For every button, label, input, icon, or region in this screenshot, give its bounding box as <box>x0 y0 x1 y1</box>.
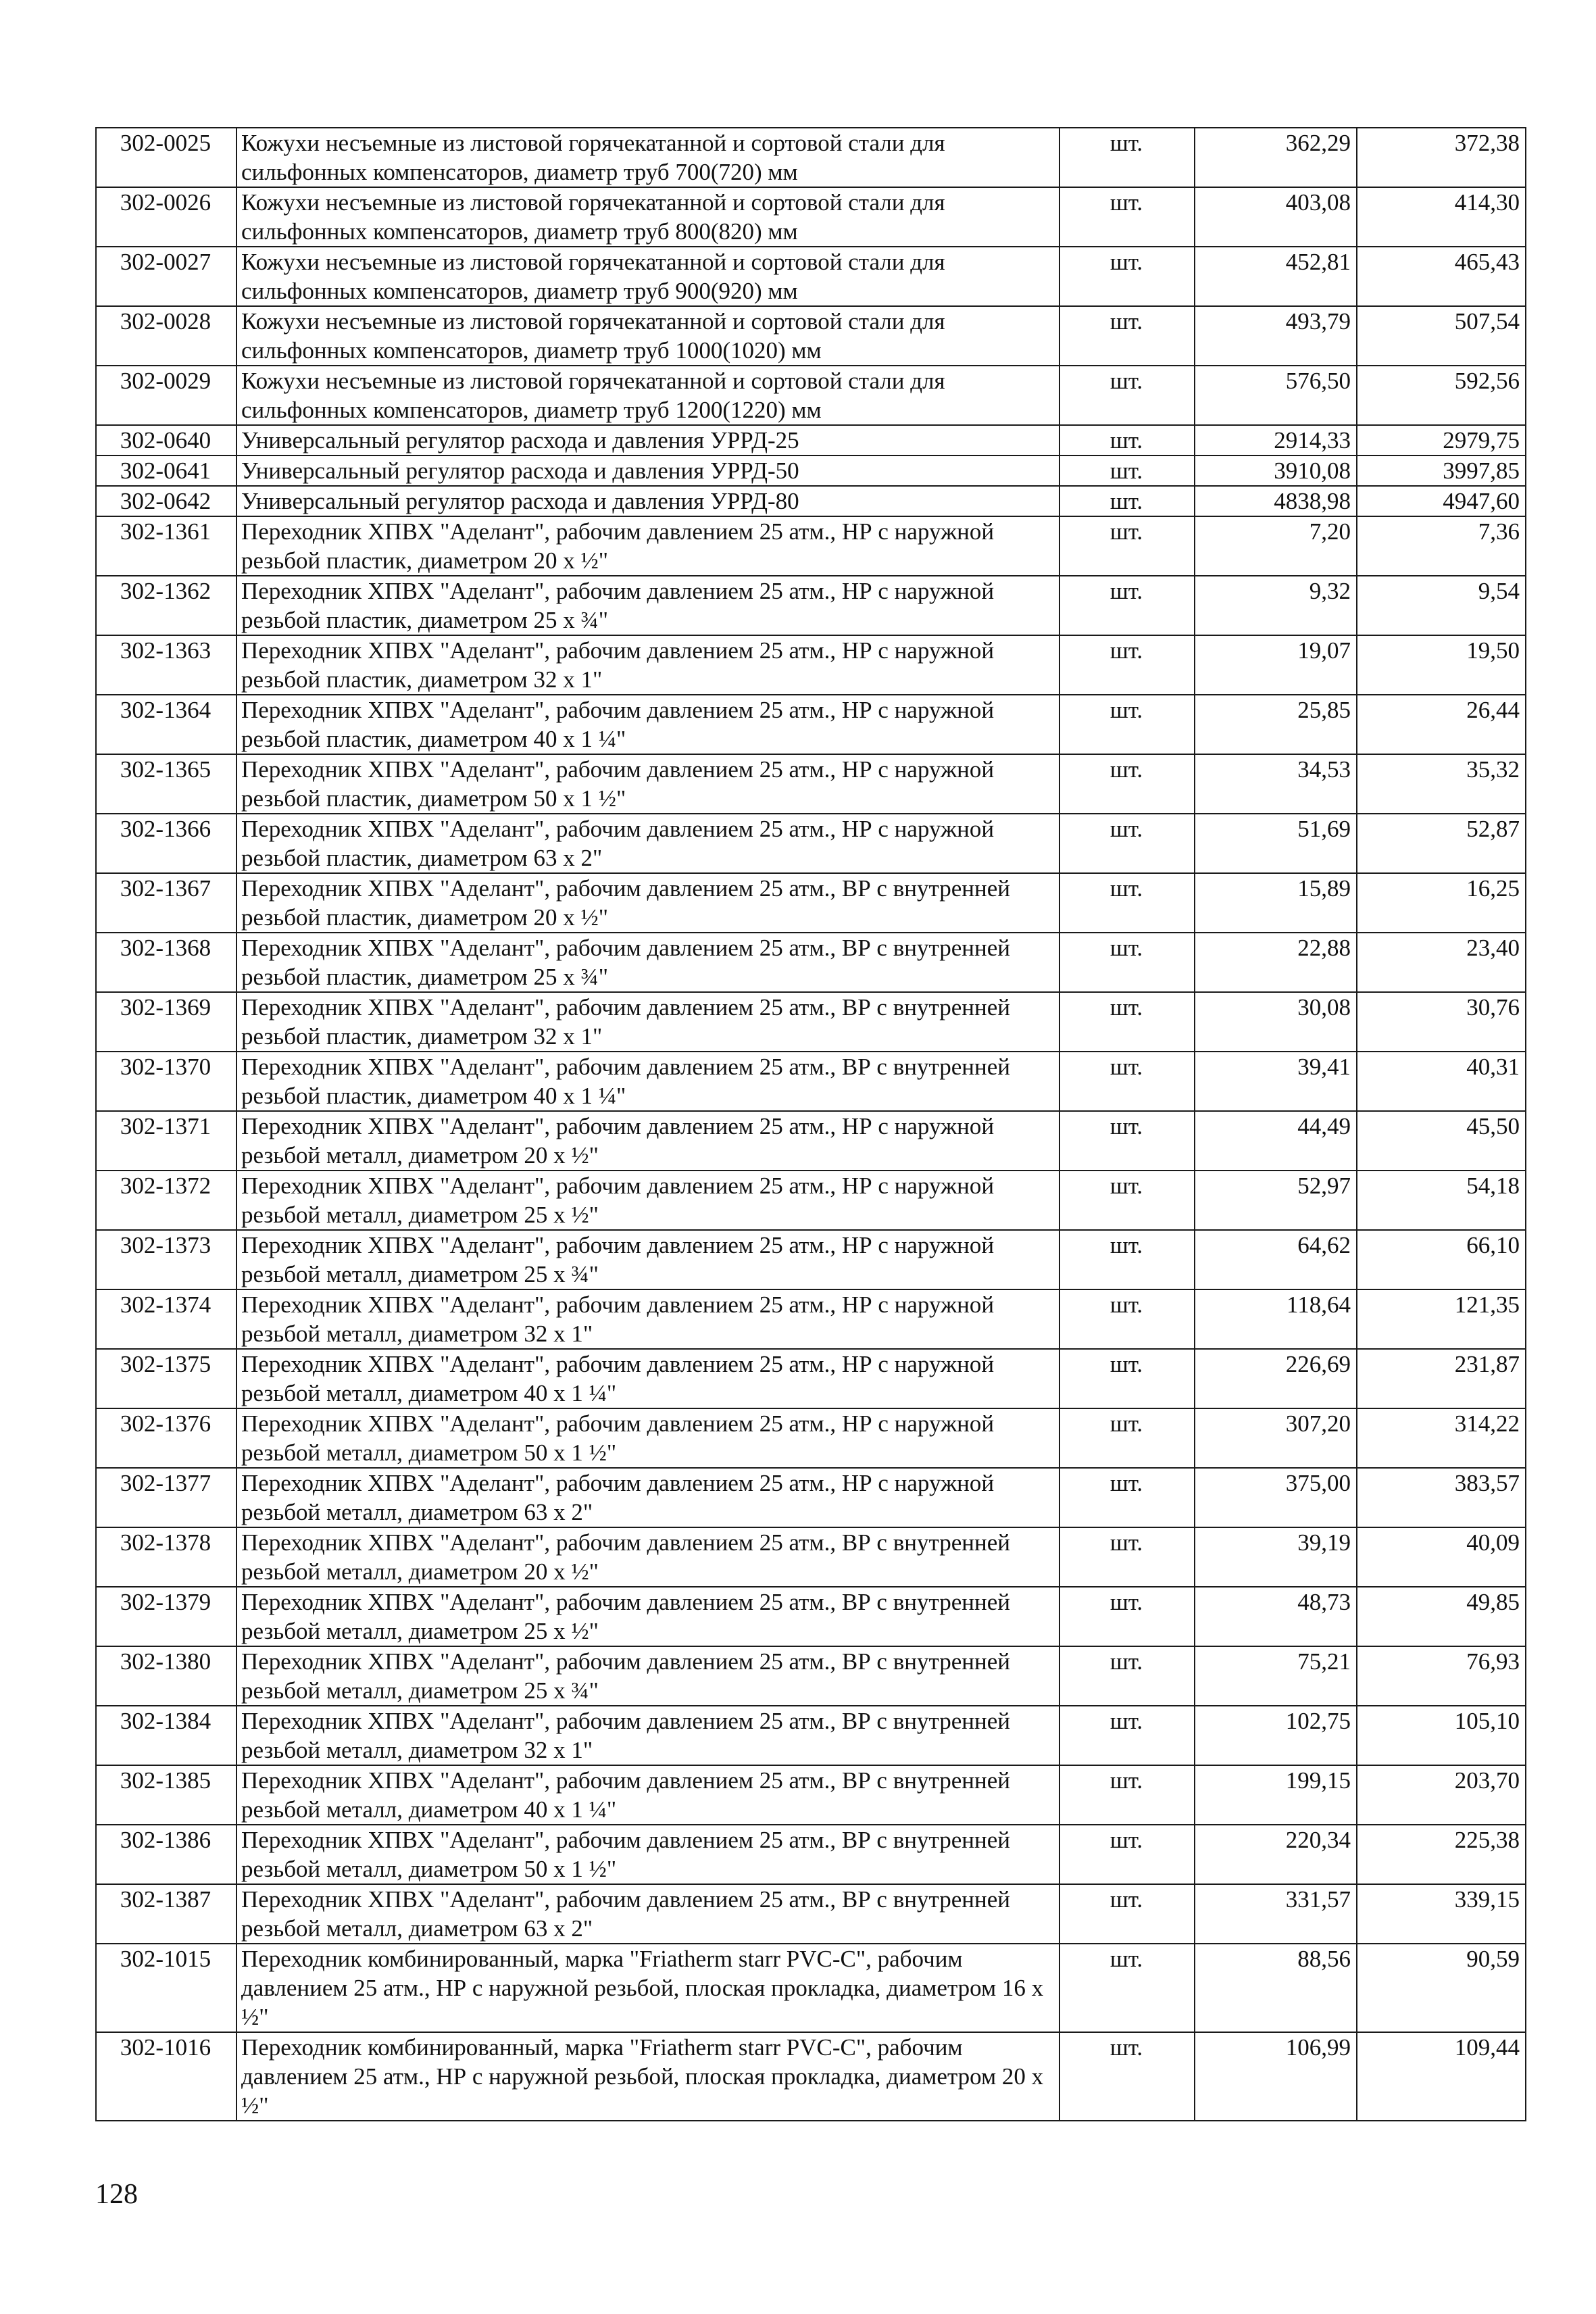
item-code: 302-0027 <box>96 247 236 306</box>
item-code: 302-1016 <box>96 2032 236 2121</box>
item-price-1: 75,21 <box>1195 1646 1357 1706</box>
item-price-1: 452,81 <box>1195 247 1357 306</box>
price-table <box>95 127 1526 2121</box>
item-unit: шт. <box>1059 754 1195 814</box>
item-unit: шт. <box>1059 306 1195 366</box>
item-price-2: 45,50 <box>1357 1111 1526 1171</box>
item-code: 302-1363 <box>96 635 236 695</box>
item-code: 302-1367 <box>96 873 236 933</box>
item-price-2: 52,87 <box>1357 814 1526 873</box>
item-price-2: 7,36 <box>1357 516 1526 576</box>
item-description: Универсальный регулятор расхода и давления УРРД-25 <box>236 425 1059 456</box>
item-description: Переходник ХПВХ "Аделант", рабочим давлением 25 атм., НР с наружной резьбой пластик, диаметром 20 х ½" <box>236 516 1059 576</box>
item-unit: шт. <box>1059 635 1195 695</box>
item-price-1: 403,08 <box>1195 187 1357 247</box>
item-code: 302-1369 <box>96 992 236 1052</box>
item-description: Переходник ХПВХ "Аделант", рабочим давлением 25 атм., ВР с внутренней резьбой пластик, диаметром 25 х ¾" <box>236 933 1059 992</box>
item-price-1: 88,56 <box>1195 1944 1357 2032</box>
item-price-1: 307,20 <box>1195 1408 1357 1468</box>
item-description: Переходник ХПВХ "Аделант", рабочим давлением 25 атм., НР с наружной резьбой металл, диаметром 40 х 1 ¼" <box>236 1349 1059 1408</box>
table-row <box>96 516 1526 576</box>
item-price-2: 3997,85 <box>1357 456 1526 486</box>
item-code: 302-1364 <box>96 695 236 754</box>
item-price-2: 19,50 <box>1357 635 1526 695</box>
item-price-1: 2914,33 <box>1195 425 1357 456</box>
item-code: 302-1361 <box>96 516 236 576</box>
item-price-2: 90,59 <box>1357 1944 1526 2032</box>
item-code: 302-1376 <box>96 1408 236 1468</box>
table-row <box>96 635 1526 695</box>
item-description: Переходник ХПВХ "Аделант", рабочим давлением 25 атм., ВР с внутренней резьбой металл, диаметром 50 х 1 ½" <box>236 1825 1059 1884</box>
item-price-2: 23,40 <box>1357 933 1526 992</box>
item-description: Переходник ХПВХ "Аделант", рабочим давлением 25 атм., ВР с внутренней резьбой металл, диаметром 40 х 1 ¼" <box>236 1765 1059 1825</box>
item-unit: шт. <box>1059 486 1195 516</box>
item-code: 302-1366 <box>96 814 236 873</box>
item-price-2: 121,35 <box>1357 1289 1526 1349</box>
item-code: 302-0026 <box>96 187 236 247</box>
item-description: Переходник ХПВХ "Аделант", рабочим давлением 25 атм., НР с наружной резьбой металл, диаметром 25 х ½" <box>236 1171 1059 1230</box>
item-unit: шт. <box>1059 1527 1195 1587</box>
item-unit: шт. <box>1059 576 1195 635</box>
item-price-2: 40,31 <box>1357 1052 1526 1111</box>
item-code: 302-1365 <box>96 754 236 814</box>
item-price-1: 22,88 <box>1195 933 1357 992</box>
item-code: 302-1378 <box>96 1527 236 1587</box>
item-code: 302-0640 <box>96 425 236 456</box>
table-row <box>96 456 1526 486</box>
item-price-2: 592,56 <box>1357 366 1526 425</box>
item-code: 302-1380 <box>96 1646 236 1706</box>
table-row <box>96 486 1526 516</box>
item-description: Переходник комбинированный, марка "Friatherm starr PVC-C", рабочим давлением 25 атм., НР с наружной резьбой, плоская прокладка, диаметром 20 х ½" <box>236 2032 1059 2121</box>
item-unit: шт. <box>1059 1884 1195 1944</box>
table-row <box>96 1052 1526 1111</box>
item-price-2: 231,87 <box>1357 1349 1526 1408</box>
item-price-1: 7,20 <box>1195 516 1357 576</box>
item-description: Переходник ХПВХ "Аделант", рабочим давлением 25 атм., ВР с внутренней резьбой металл, диаметром 20 х ½" <box>236 1527 1059 1587</box>
item-unit: шт. <box>1059 814 1195 873</box>
item-unit: шт. <box>1059 425 1195 456</box>
table-row <box>96 128 1526 187</box>
item-unit: шт. <box>1059 1408 1195 1468</box>
item-unit: шт. <box>1059 933 1195 992</box>
item-code: 302-0642 <box>96 486 236 516</box>
table-row <box>96 306 1526 366</box>
item-price-1: 44,49 <box>1195 1111 1357 1171</box>
item-description: Переходник ХПВХ "Аделант", рабочим давлением 25 атм., ВР с внутренней резьбой металл, диаметром 63 х 2" <box>236 1884 1059 1944</box>
page-number: 128 <box>95 2179 138 2210</box>
table-row <box>96 1171 1526 1230</box>
table-row <box>96 1646 1526 1706</box>
item-code: 302-1387 <box>96 1884 236 1944</box>
item-code: 302-1384 <box>96 1706 236 1765</box>
table-row <box>96 1349 1526 1408</box>
item-code: 302-1362 <box>96 576 236 635</box>
item-price-2: 4947,60 <box>1357 486 1526 516</box>
item-description: Переходник ХПВХ "Аделант", рабочим давлением 25 атм., ВР с внутренней резьбой металл, диаметром 25 х ½" <box>236 1587 1059 1646</box>
item-price-2: 465,43 <box>1357 247 1526 306</box>
item-code: 302-1371 <box>96 1111 236 1171</box>
item-description: Универсальный регулятор расхода и давления УРРД-80 <box>236 486 1059 516</box>
item-price-2: 314,22 <box>1357 1408 1526 1468</box>
item-price-1: 362,29 <box>1195 128 1357 187</box>
item-code: 302-1373 <box>96 1230 236 1289</box>
item-unit: шт. <box>1059 1587 1195 1646</box>
item-code: 302-1370 <box>96 1052 236 1111</box>
item-unit: шт. <box>1059 366 1195 425</box>
item-price-1: 331,57 <box>1195 1884 1357 1944</box>
table-row <box>96 247 1526 306</box>
item-price-2: 40,09 <box>1357 1527 1526 1587</box>
table-row <box>96 992 1526 1052</box>
item-price-1: 576,50 <box>1195 366 1357 425</box>
item-code: 302-0641 <box>96 456 236 486</box>
item-description: Переходник ХПВХ "Аделант", рабочим давлением 25 атм., НР с наружной резьбой пластик, диаметром 32 х 1" <box>236 635 1059 695</box>
item-description: Кожухи несъемные из листовой горячекатанной и сортовой стали для сильфонных компенсаторов, диаметр труб 900(920) мм <box>236 247 1059 306</box>
item-description: Переходник ХПВХ "Аделант", рабочим давлением 25 атм., ВР с внутренней резьбой пластик, диаметром 40 х 1 ¼" <box>236 1052 1059 1111</box>
item-price-2: 225,38 <box>1357 1825 1526 1884</box>
item-unit: шт. <box>1059 1052 1195 1111</box>
item-price-2: 339,15 <box>1357 1884 1526 1944</box>
item-price-1: 15,89 <box>1195 873 1357 933</box>
table-row <box>96 366 1526 425</box>
item-price-1: 118,64 <box>1195 1289 1357 1349</box>
item-code: 302-0029 <box>96 366 236 425</box>
item-description: Переходник ХПВХ "Аделант", рабочим давлением 25 атм., ВР с внутренней резьбой металл, диаметром 32 х 1" <box>236 1706 1059 1765</box>
item-price-2: 66,10 <box>1357 1230 1526 1289</box>
item-price-2: 105,10 <box>1357 1706 1526 1765</box>
item-price-2: 414,30 <box>1357 187 1526 247</box>
table-row <box>96 1944 1526 2032</box>
table-row <box>96 425 1526 456</box>
item-description: Переходник ХПВХ "Аделант", рабочим давлением 25 атм., ВР с внутренней резьбой металл, диаметром 25 х ¾" <box>236 1646 1059 1706</box>
item-price-2: 54,18 <box>1357 1171 1526 1230</box>
item-price-1: 199,15 <box>1195 1765 1357 1825</box>
item-code: 302-1374 <box>96 1289 236 1349</box>
item-price-1: 9,32 <box>1195 576 1357 635</box>
item-price-2: 30,76 <box>1357 992 1526 1052</box>
item-price-2: 203,70 <box>1357 1765 1526 1825</box>
item-price-1: 48,73 <box>1195 1587 1357 1646</box>
item-price-1: 226,69 <box>1195 1349 1357 1408</box>
item-unit: шт. <box>1059 247 1195 306</box>
item-description: Переходник ХПВХ "Аделант", рабочим давлением 25 атм., ВР с внутренней резьбой пластик, диаметром 20 х ½" <box>236 873 1059 933</box>
item-description: Универсальный регулятор расхода и давления УРРД-50 <box>236 456 1059 486</box>
item-unit: шт. <box>1059 992 1195 1052</box>
table-row <box>96 187 1526 247</box>
item-unit: шт. <box>1059 1289 1195 1349</box>
item-description: Кожухи несъемные из листовой горячекатанной и сортовой стали для сильфонных компенсаторов, диаметр труб 700(720) мм <box>236 128 1059 187</box>
item-code: 302-1379 <box>96 1587 236 1646</box>
item-price-1: 34,53 <box>1195 754 1357 814</box>
item-description: Переходник ХПВХ "Аделант", рабочим давлением 25 атм., НР с наружной резьбой металл, диаметром 63 х 2" <box>236 1468 1059 1527</box>
item-price-1: 4838,98 <box>1195 486 1357 516</box>
item-unit: шт. <box>1059 1349 1195 1408</box>
item-description: Кожухи несъемные из листовой горячекатанной и сортовой стали для сильфонных компенсаторов, диаметр труб 800(820) мм <box>236 187 1059 247</box>
item-unit: шт. <box>1059 1825 1195 1884</box>
item-unit: шт. <box>1059 1468 1195 1527</box>
item-price-2: 9,54 <box>1357 576 1526 635</box>
item-price-1: 52,97 <box>1195 1171 1357 1230</box>
table-row <box>96 754 1526 814</box>
item-code: 302-1372 <box>96 1171 236 1230</box>
item-code: 302-0028 <box>96 306 236 366</box>
item-code: 302-0025 <box>96 128 236 187</box>
item-price-2: 372,38 <box>1357 128 1526 187</box>
item-unit: шт. <box>1059 128 1195 187</box>
table-row <box>96 933 1526 992</box>
item-code: 302-1368 <box>96 933 236 992</box>
item-description: Переходник ХПВХ "Аделант", рабочим давлением 25 атм., НР с наружной резьбой металл, диаметром 25 х ¾" <box>236 1230 1059 1289</box>
item-unit: шт. <box>1059 516 1195 576</box>
table-row <box>96 695 1526 754</box>
table-row <box>96 576 1526 635</box>
item-description: Переходник ХПВХ "Аделант", рабочим давлением 25 атм., НР с наружной резьбой металл, диаметром 20 х ½" <box>236 1111 1059 1171</box>
item-price-2: 109,44 <box>1357 2032 1526 2121</box>
item-description: Переходник ХПВХ "Аделант", рабочим давлением 25 атм., НР с наружной резьбой металл, диаметром 32 х 1" <box>236 1289 1059 1349</box>
item-description: Переходник ХПВХ "Аделант", рабочим давлением 25 атм., НР с наружной резьбой металл, диаметром 50 х 1 ½" <box>236 1408 1059 1468</box>
table-row <box>96 814 1526 873</box>
item-description: Переходник ХПВХ "Аделант", рабочим давлением 25 атм., НР с наружной резьбой пластик, диаметром 50 х 1 ½" <box>236 754 1059 814</box>
item-unit: шт. <box>1059 695 1195 754</box>
item-code: 302-1386 <box>96 1825 236 1884</box>
item-price-2: 507,54 <box>1357 306 1526 366</box>
item-unit: шт. <box>1059 1944 1195 2032</box>
item-description: Кожухи несъемные из листовой горячекатанной и сортовой стали для сильфонных компенсаторов, диаметр труб 1000(1020) мм <box>236 306 1059 366</box>
item-price-2: 49,85 <box>1357 1587 1526 1646</box>
item-unit: шт. <box>1059 1765 1195 1825</box>
item-price-1: 375,00 <box>1195 1468 1357 1527</box>
item-price-1: 51,69 <box>1195 814 1357 873</box>
item-price-2: 16,25 <box>1357 873 1526 933</box>
item-code: 302-1377 <box>96 1468 236 1527</box>
table-row <box>96 2032 1526 2121</box>
item-price-1: 30,08 <box>1195 992 1357 1052</box>
table-row <box>96 1884 1526 1944</box>
table-row <box>96 1706 1526 1765</box>
item-unit: шт. <box>1059 1706 1195 1765</box>
item-price-1: 493,79 <box>1195 306 1357 366</box>
table-row <box>96 1468 1526 1527</box>
table-row <box>96 1230 1526 1289</box>
item-price-1: 220,34 <box>1195 1825 1357 1884</box>
item-description: Переходник ХПВХ "Аделант", рабочим давлением 25 атм., НР с наружной резьбой пластик, диаметром 40 х 1 ¼" <box>236 695 1059 754</box>
table-row <box>96 1825 1526 1884</box>
item-unit: шт. <box>1059 187 1195 247</box>
item-price-1: 19,07 <box>1195 635 1357 695</box>
table-row <box>96 1408 1526 1468</box>
table-row <box>96 1765 1526 1825</box>
table-row <box>96 1111 1526 1171</box>
item-unit: шт. <box>1059 873 1195 933</box>
item-price-2: 26,44 <box>1357 695 1526 754</box>
item-price-1: 39,19 <box>1195 1527 1357 1587</box>
item-description: Переходник комбинированный, марка "Friatherm starr PVC-C", рабочим давлением 25 атм., НР с наружной резьбой, плоская прокладка, диаметром 16 х ½" <box>236 1944 1059 2032</box>
item-price-2: 2979,75 <box>1357 425 1526 456</box>
table-row <box>96 1587 1526 1646</box>
table-row <box>96 1527 1526 1587</box>
item-description: Переходник ХПВХ "Аделант", рабочим давлением 25 атм., НР с наружной резьбой пластик, диаметром 25 х ¾" <box>236 576 1059 635</box>
item-price-1: 39,41 <box>1195 1052 1357 1111</box>
item-price-1: 64,62 <box>1195 1230 1357 1289</box>
item-unit: шт. <box>1059 1646 1195 1706</box>
item-price-1: 3910,08 <box>1195 456 1357 486</box>
item-code: 302-1375 <box>96 1349 236 1408</box>
item-price-2: 35,32 <box>1357 754 1526 814</box>
item-price-2: 76,93 <box>1357 1646 1526 1706</box>
item-code: 302-1385 <box>96 1765 236 1825</box>
item-unit: шт. <box>1059 1111 1195 1171</box>
item-description: Кожухи несъемные из листовой горячекатанной и сортовой стали для сильфонных компенсаторов, диаметр труб 1200(1220) мм <box>236 366 1059 425</box>
item-unit: шт. <box>1059 1171 1195 1230</box>
item-description: Переходник ХПВХ "Аделант", рабочим давлением 25 атм., ВР с внутренней резьбой пластик, диаметром 32 х 1" <box>236 992 1059 1052</box>
item-unit: шт. <box>1059 456 1195 486</box>
item-unit: шт. <box>1059 2032 1195 2121</box>
item-price-1: 102,75 <box>1195 1706 1357 1765</box>
table-row <box>96 873 1526 933</box>
item-price-1: 106,99 <box>1195 2032 1357 2121</box>
item-price-2: 383,57 <box>1357 1468 1526 1527</box>
item-price-1: 25,85 <box>1195 695 1357 754</box>
item-code: 302-1015 <box>96 1944 236 2032</box>
item-description: Переходник ХПВХ "Аделант", рабочим давлением 25 атм., НР с наружной резьбой пластик, диаметром 63 х 2" <box>236 814 1059 873</box>
item-unit: шт. <box>1059 1230 1195 1289</box>
table-row <box>96 1289 1526 1349</box>
table-body <box>96 128 1526 2121</box>
